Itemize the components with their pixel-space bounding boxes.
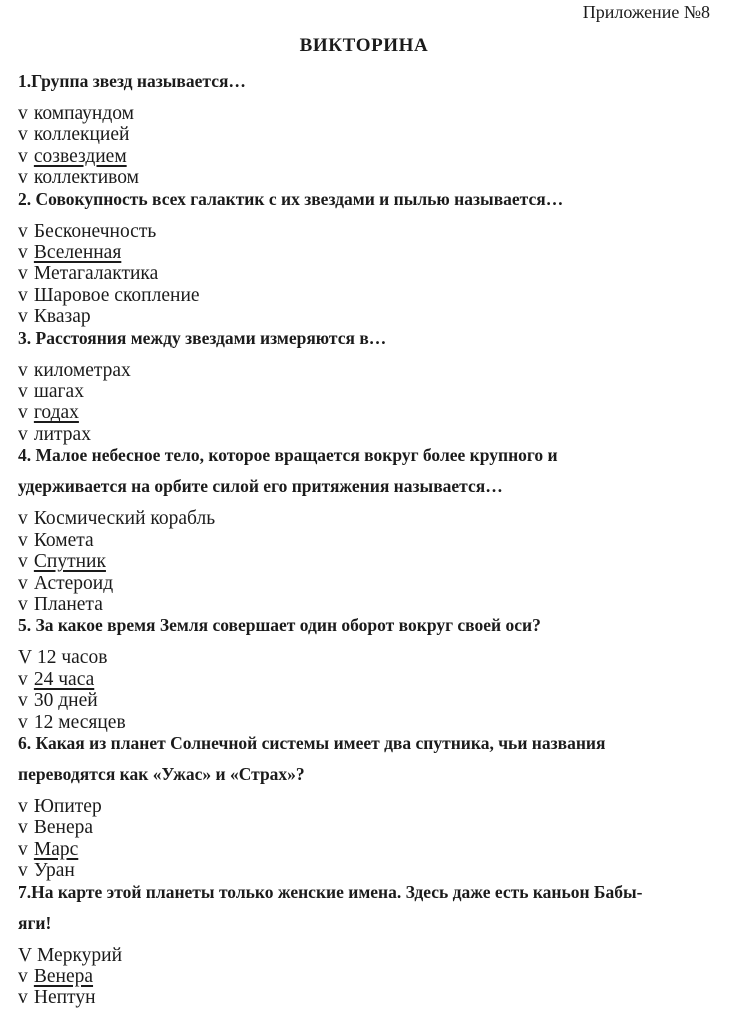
option-marker: v xyxy=(18,402,28,424)
option-marker: v xyxy=(18,668,28,690)
option-text-correct-answer: Венера xyxy=(33,965,94,987)
option-text: литрах xyxy=(33,423,91,445)
answer-option xyxy=(18,987,710,1008)
option-marker: v xyxy=(18,860,28,882)
option-marker: v xyxy=(18,508,28,530)
option-text: километрах xyxy=(33,359,131,381)
option-marker: v xyxy=(18,529,28,551)
option-text: 12 месяцев xyxy=(33,711,126,733)
options-list-q3 xyxy=(18,360,710,446)
option-text: Нептун xyxy=(33,987,96,1009)
option-text: шагах xyxy=(33,381,84,403)
option-marker: v xyxy=(18,124,28,146)
option-marker: v xyxy=(18,220,28,242)
question-1 xyxy=(18,71,710,92)
option-text: Астероид xyxy=(33,572,114,594)
answer-option xyxy=(18,306,710,327)
option-text: 30 дней xyxy=(33,690,98,712)
options-list-q6 xyxy=(18,796,710,882)
answer-option xyxy=(18,712,710,733)
question-text-line: 3. Расстояния между звездами измеряются в… xyxy=(18,327,387,348)
question-6 xyxy=(18,733,710,785)
answer-option xyxy=(18,402,710,423)
option-marker: v xyxy=(18,838,28,860)
answer-option xyxy=(18,530,710,551)
options-list-q1 xyxy=(18,103,710,189)
option-marker: v xyxy=(18,987,28,1009)
answer-option xyxy=(18,263,710,284)
option-text-correct-answer: созвездием xyxy=(33,145,127,167)
option-marker: v xyxy=(18,817,28,839)
options-list-q4 xyxy=(18,508,710,615)
question-text-line: 4. Малое небесное тело, которое вращается вокруг более крупного и xyxy=(18,445,558,466)
answer-option xyxy=(18,594,710,615)
option-marker: v xyxy=(18,167,28,189)
option-text: Метагалактика xyxy=(33,263,159,285)
option-text-correct-answer: Марс xyxy=(33,838,79,860)
answer-option xyxy=(18,796,710,817)
option-text: Планета xyxy=(33,593,103,615)
answer-option xyxy=(18,966,710,987)
answer-option xyxy=(18,860,710,881)
option-marker: V xyxy=(18,944,33,966)
option-text-correct-answer: Спутник xyxy=(33,551,106,573)
option-text: Меркурий xyxy=(36,944,123,966)
option-marker: v xyxy=(18,572,28,594)
answer-option xyxy=(18,551,710,572)
option-text-correct-answer: Вселенная xyxy=(33,242,122,264)
answer-option xyxy=(18,669,710,690)
answer-option xyxy=(18,424,710,445)
answer-option xyxy=(18,167,710,188)
option-text: коллективом xyxy=(33,167,139,189)
question-4 xyxy=(18,445,710,497)
option-marker: v xyxy=(18,359,28,381)
option-text: компаундом xyxy=(33,103,135,124)
question-text-line: 7.На карте этой планеты только женские имена. Здесь даже есть каньон Бабы- xyxy=(18,881,643,902)
option-marker: V xyxy=(18,647,33,669)
answer-option xyxy=(18,817,710,838)
option-marker: v xyxy=(18,263,28,285)
answer-option xyxy=(18,146,710,167)
option-text-correct-answer: 24 часа xyxy=(33,668,95,690)
option-text-correct-answer: годах xyxy=(33,402,79,424)
answer-option xyxy=(18,508,710,529)
option-marker: v xyxy=(18,145,28,167)
answer-option xyxy=(18,103,710,124)
option-marker: v xyxy=(18,593,28,615)
page-title: ВИКТОРИНА xyxy=(299,35,429,56)
question-5 xyxy=(18,615,710,636)
option-text: Шаровое скопление xyxy=(33,284,200,306)
answer-option xyxy=(18,647,710,668)
question-7 xyxy=(18,882,710,934)
answer-option xyxy=(18,242,710,263)
option-marker: v xyxy=(18,284,28,306)
options-list-q7 xyxy=(18,945,710,1009)
option-marker: v xyxy=(18,690,28,712)
option-marker: v xyxy=(18,423,28,445)
question-text-line: 1.Группа звезд называется… xyxy=(18,71,246,91)
option-marker: v xyxy=(18,381,28,403)
appendix-label: Приложение №8 xyxy=(582,2,710,22)
answer-option xyxy=(18,573,710,594)
option-marker: v xyxy=(18,306,28,328)
option-text: коллекцией xyxy=(33,124,130,146)
quiz-body xyxy=(18,71,710,1009)
option-text: Венера xyxy=(33,817,94,839)
answer-option xyxy=(18,360,710,381)
question-text-line: яги! xyxy=(18,912,52,933)
option-text: Юпитер xyxy=(33,795,102,817)
option-text: Бесконечность xyxy=(33,220,157,242)
answer-option xyxy=(18,690,710,711)
question-text-line: 2. Совокупность всех галактик с их звездами и пылью называется… xyxy=(18,188,564,209)
answer-option xyxy=(18,381,710,402)
option-marker: v xyxy=(18,551,28,573)
question-text-line: переводятся как «Ужас» и «Страх»? xyxy=(18,763,305,784)
option-text: Квазар xyxy=(33,306,91,328)
question-text-line: 6. Какая из планет Солнечной системы имеет два спутника, чьи названия xyxy=(18,732,606,753)
option-marker: v xyxy=(18,103,28,124)
answer-option xyxy=(18,839,710,860)
option-marker: v xyxy=(18,242,28,264)
option-text: Уран xyxy=(33,860,75,882)
answer-option xyxy=(18,124,710,145)
question-text-line: удерживается на орбите силой его притяжения называется… xyxy=(18,476,503,497)
option-text: Комета xyxy=(33,529,94,551)
option-text: 12 часов xyxy=(36,647,108,669)
option-marker: v xyxy=(18,795,28,817)
answer-option xyxy=(18,285,710,306)
question-3 xyxy=(18,328,710,349)
options-list-q5 xyxy=(18,647,710,733)
option-text: Космический корабль xyxy=(33,508,216,530)
option-marker: v xyxy=(18,965,28,987)
answer-option xyxy=(18,221,710,242)
answer-option xyxy=(18,945,710,966)
question-2 xyxy=(18,189,710,210)
question-text-line: 5. За какое время Земля совершает один оборот вокруг своей оси? xyxy=(18,615,541,636)
option-marker: v xyxy=(18,711,28,733)
options-list-q2 xyxy=(18,221,710,328)
